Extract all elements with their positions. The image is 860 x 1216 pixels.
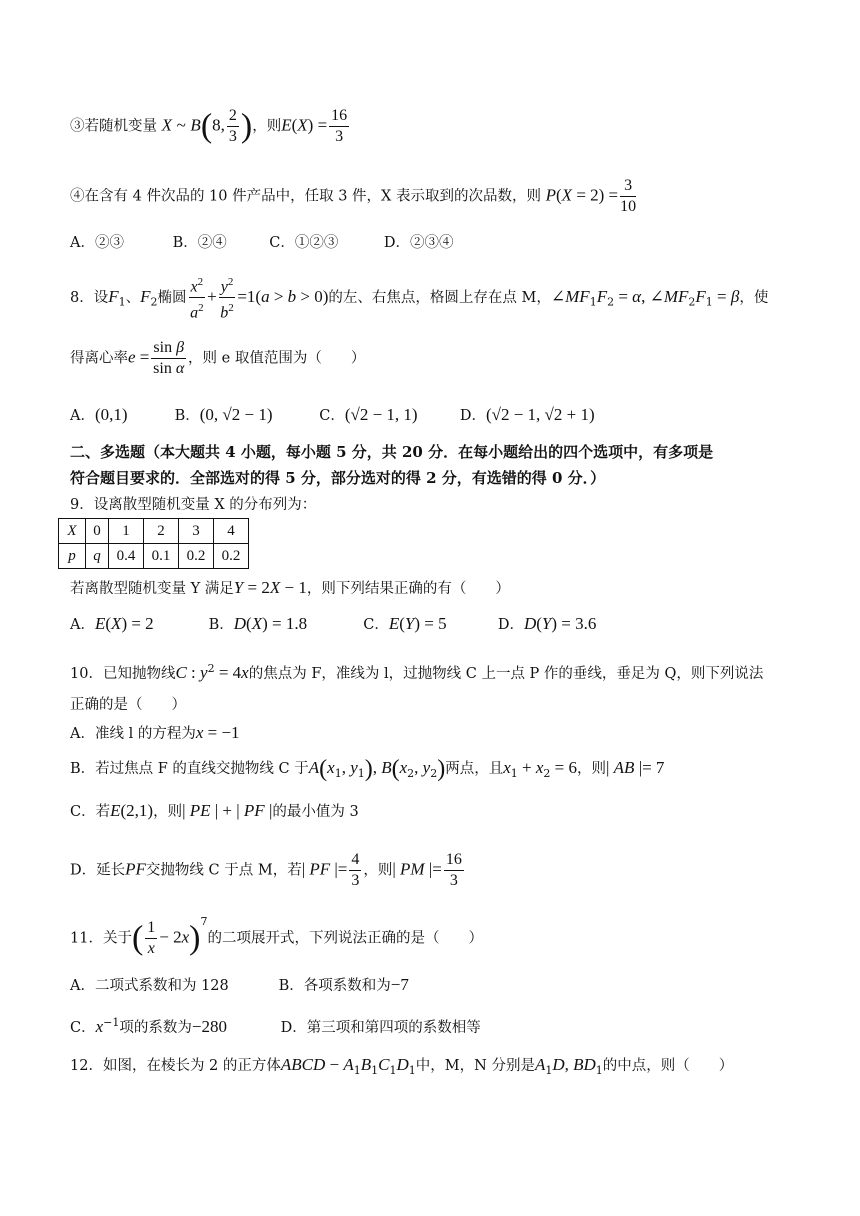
section-2-heading-line-1: 二、多选题（本大题共 4 小题，每小题 5 分，共 20 分．在每小题给出的四个选项中，有多项是 bbox=[70, 443, 714, 461]
q9-option-c[interactable]: C．E(Y) = 5 bbox=[363, 614, 447, 633]
table-cell: 0.2 bbox=[179, 544, 214, 569]
q8-option-b[interactable]: B．(0, √2 − 1) bbox=[174, 405, 273, 424]
q9-option-b[interactable]: B．D(X) = 1.8 bbox=[208, 614, 308, 633]
q7-option-b[interactable]: B．②④ bbox=[172, 235, 227, 251]
q9-intro: 9．设离散型随机变量 X 的分布列为： bbox=[70, 497, 317, 513]
q11-options-row-1 bbox=[70, 974, 800, 997]
table-cell: 0.2 bbox=[214, 544, 249, 569]
q10-option-b[interactable]: B．若过焦点 F 的直线交抛物线 C 于$A(x_1$, $y_1$), $B(x_2$, $y_2$)两点，且$x_1 + x_2 = 6$，则| AB |= 7 bbox=[70, 756, 665, 782]
q10-option-a[interactable]: A．准线 l 的方程为x = −1 bbox=[70, 723, 240, 742]
q12-stem: 12．如图，在棱长为 2 的正方体ABCD − $A_1B_1C_1D_1$中，M，N 分别是$A_1D$, $BD_1$的中点，则（ ） bbox=[70, 1055, 734, 1077]
q7-options bbox=[70, 232, 800, 254]
q8-option-c[interactable]: C．(√2 − 1, 1) bbox=[319, 405, 418, 424]
q10-stem-line-2: 正确的是（ ） bbox=[70, 697, 186, 713]
table-cell: q bbox=[86, 544, 109, 569]
table-cell: 3 bbox=[179, 519, 214, 544]
q8-stem-line-1: 8．设$F_1$、$F_2$椭圆 $\frac{x^2}{a^2}$ + $\frac{y^2}{b^2}$ =1(a > b > 0)的左、右焦点，格圆上存在点 M，$\angle MF_1F_2 = \alpha$, $\angle MF_2F_1 = \beta$，使 bbox=[70, 272, 800, 324]
q11-option-b[interactable]: B．各项系数和为−7 bbox=[278, 975, 409, 994]
table-cell: 2 bbox=[144, 519, 179, 544]
q9-distribution-table bbox=[58, 518, 249, 569]
q9-option-d[interactable]: D．D(Y) = 3.6 bbox=[497, 614, 597, 633]
table-cell: 0.4 bbox=[109, 544, 144, 569]
table-cell: X bbox=[59, 519, 86, 544]
q8-stem-line-2: 得离心率e = $\frac{\text{sin β}}{\text{sin α}}$ ，则 e 取值范围为（ ） bbox=[70, 339, 366, 377]
q7-option-c[interactable]: C．①②③ bbox=[269, 235, 339, 251]
table-cell: 0 bbox=[86, 519, 109, 544]
q7-statement-4: ④在含有 4 件次品的 10 件产品中，任取 3 件，X 表示取到的次品数，则 P(X = 2) = $\frac{3}{10}$ bbox=[70, 177, 637, 215]
q9-options bbox=[70, 613, 800, 636]
q11-stem: 11．关于( $\frac{1}{x}$ − 2x)$^7$的二项展开式，下列说法正确的是（ ） bbox=[70, 914, 483, 957]
section-2-heading-line-2: 符合题目要求的．全部选对的得 5 分，部分选对的得 2 分，有选错的得 0 分．） bbox=[70, 469, 606, 487]
table-cell: 0.1 bbox=[144, 544, 179, 569]
q10-option-c[interactable]: C．若E(2,1)，则| PE | + | PF |的最小值为 3 bbox=[70, 801, 359, 820]
q8-option-d[interactable]: D．(√2 − 1, √2 + 1) bbox=[459, 405, 595, 424]
q11-option-a[interactable]: A．二项式系数和为 128 bbox=[70, 978, 229, 994]
q7-option-d[interactable]: D．②③④ bbox=[383, 235, 454, 251]
table-cell: 1 bbox=[109, 519, 144, 544]
q10-option-d[interactable]: D．延长PF交抛物线 C 于点 M，若| PF |= $\frac{4}{3}$ ，则| PM |= $\frac{16}{3}$ bbox=[70, 851, 462, 889]
q8-options bbox=[70, 404, 800, 427]
q10-stem-line-1: 10．已知抛物线C : $y^2 = 4x$的焦点为 F，准线为 l，过抛物线 C 上一点 P 作的垂线，垂足为 Q，则下列说法 bbox=[70, 662, 764, 682]
q11-option-d[interactable]: D．第三项和第四项的系数相等 bbox=[280, 1019, 481, 1036]
q9-condition: 若离散型随机变量 Y 满足Y = 2X − 1，则下列结果正确的有（ ） bbox=[70, 578, 510, 597]
q9-option-a[interactable]: A．E(X) = 2 bbox=[70, 614, 154, 633]
q7-statement-3: ③若随机变量 X ~ B(8, $\frac{2}{3}$ )，则E(X) = $\frac{16}{3}$ bbox=[70, 107, 348, 145]
table-row bbox=[59, 519, 249, 544]
q11-option-c[interactable]: C．$x^{-1}$项的系数为−280 bbox=[70, 1016, 227, 1036]
table-cell: p bbox=[59, 544, 86, 569]
q11-options-row-2 bbox=[70, 1012, 800, 1039]
q8-option-a[interactable]: A．(0,1) bbox=[70, 405, 128, 424]
table-row bbox=[59, 544, 249, 569]
q7-option-a[interactable]: A．②③ bbox=[70, 235, 124, 251]
table-cell: 4 bbox=[214, 519, 249, 544]
